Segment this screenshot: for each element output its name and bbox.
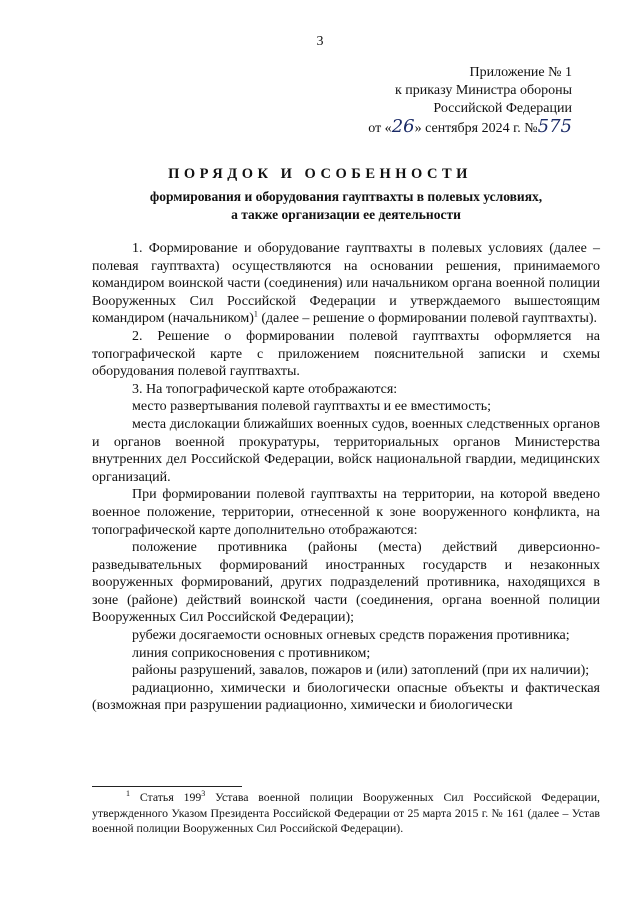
- date-prefix: от «: [368, 121, 392, 136]
- order-date-line: [332, 118, 572, 138]
- subtitle-line-1: формирования и оборудования гауптвахты в полевых условиях,: [149, 189, 543, 204]
- subtitle-line-2: а также организации ее деятельности: [231, 207, 461, 222]
- list-item: районы разрушений, завалов, пожаров и (или) затоплений (при их наличии);: [132, 663, 590, 679]
- paragraph-3: 3. На топографической карте отображаются:: [132, 381, 398, 397]
- page-number: 3: [316, 34, 324, 49]
- handwritten-day: 26: [391, 116, 415, 137]
- list-item: место развертывания полевой гауптвахты и ее вместимость;: [132, 399, 491, 415]
- paragraph-1: [92, 240, 600, 328]
- footnote-text-a: Статья 199: [130, 790, 202, 804]
- footnote-divider: [92, 786, 242, 787]
- footnote-text-b: Устава военной полиции Вооруженных Сил Российской Федерации, утвержденного Указом Президента Российской Федерации от 25 марта 2015 г. № 161 (далее – Устав военной полиции Вооруженных Сил Российской Федерации).: [92, 790, 600, 835]
- appendix-line-2: к приказу Министра обороны: [395, 83, 572, 98]
- document-title: ПОРЯДОК И ОСОБЕННОСТИ: [168, 166, 472, 182]
- appendix-line-1: Приложение № 1: [469, 65, 572, 80]
- appendix-header: [332, 64, 572, 138]
- paragraph: При формировании полевой гауптвахты на территории, на которой введено военное положение, территории, отнесенной к зоне вооруженного конфликта, на топографической карте дополнительно отображаются:: [92, 487, 600, 538]
- footnote-mark: 1: [126, 789, 130, 799]
- appendix-line-3: Российской Федерации: [433, 101, 572, 116]
- handwritten-order-number: 575: [537, 116, 572, 137]
- paragraph-1-tail: (далее – решение о формировании полевой гауптвахты).: [257, 311, 598, 327]
- list-item: радиационно, химически и биологически опасные объекты и фактическая (возможная при разрушении радиационно, химически и биологически: [92, 680, 600, 714]
- paragraph-1-text: 1. Формирование и оборудование гауптвахты в полевых условиях (далее – полевая гауптвахта) осуществляются на основании решения, принимаемого командиром воинской части (соединения) или начальником органа военной полиции Вооруженных Сил Российской Федерации и утверждаемого вышестоящим командиром (начальником): [92, 241, 600, 327]
- list-item: места дислокации ближайших военных судов, военных следственных органов и органов военной прокуратуры, территориальных органов Министерства внутренних дел Российской Федерации, войск национальной гвардии, медицинских организаций.: [92, 416, 600, 485]
- footnote-ref: 1: [253, 309, 258, 319]
- list-item: положение противника (районы (места) действий диверсионно-разведывательных формирований иностранных государств и незаконных вооруженных формирований, других подразделений противника, находящихся в зоне (районе) действий воинской части (соединения, органа военной полиции Вооруженных Сил Российской Федерации);: [92, 540, 600, 626]
- list-item: рубежи досягаемости основных огневых средств поражения противника;: [132, 628, 570, 644]
- document-body: [92, 240, 600, 715]
- paragraph-2: 2. Решение о формировании полевой гауптвахты оформляется на топографической карте с приложением пояснительной записки и схемы оборудования полевой гауптвахты.: [92, 328, 600, 380]
- footnote: [92, 790, 600, 837]
- date-mid: » сентября 2024 г. №: [414, 121, 538, 136]
- list-item: линия соприкосновения с противником;: [132, 645, 371, 661]
- document-subtitle: [96, 188, 596, 224]
- footnote-article-sup: 3: [201, 789, 206, 799]
